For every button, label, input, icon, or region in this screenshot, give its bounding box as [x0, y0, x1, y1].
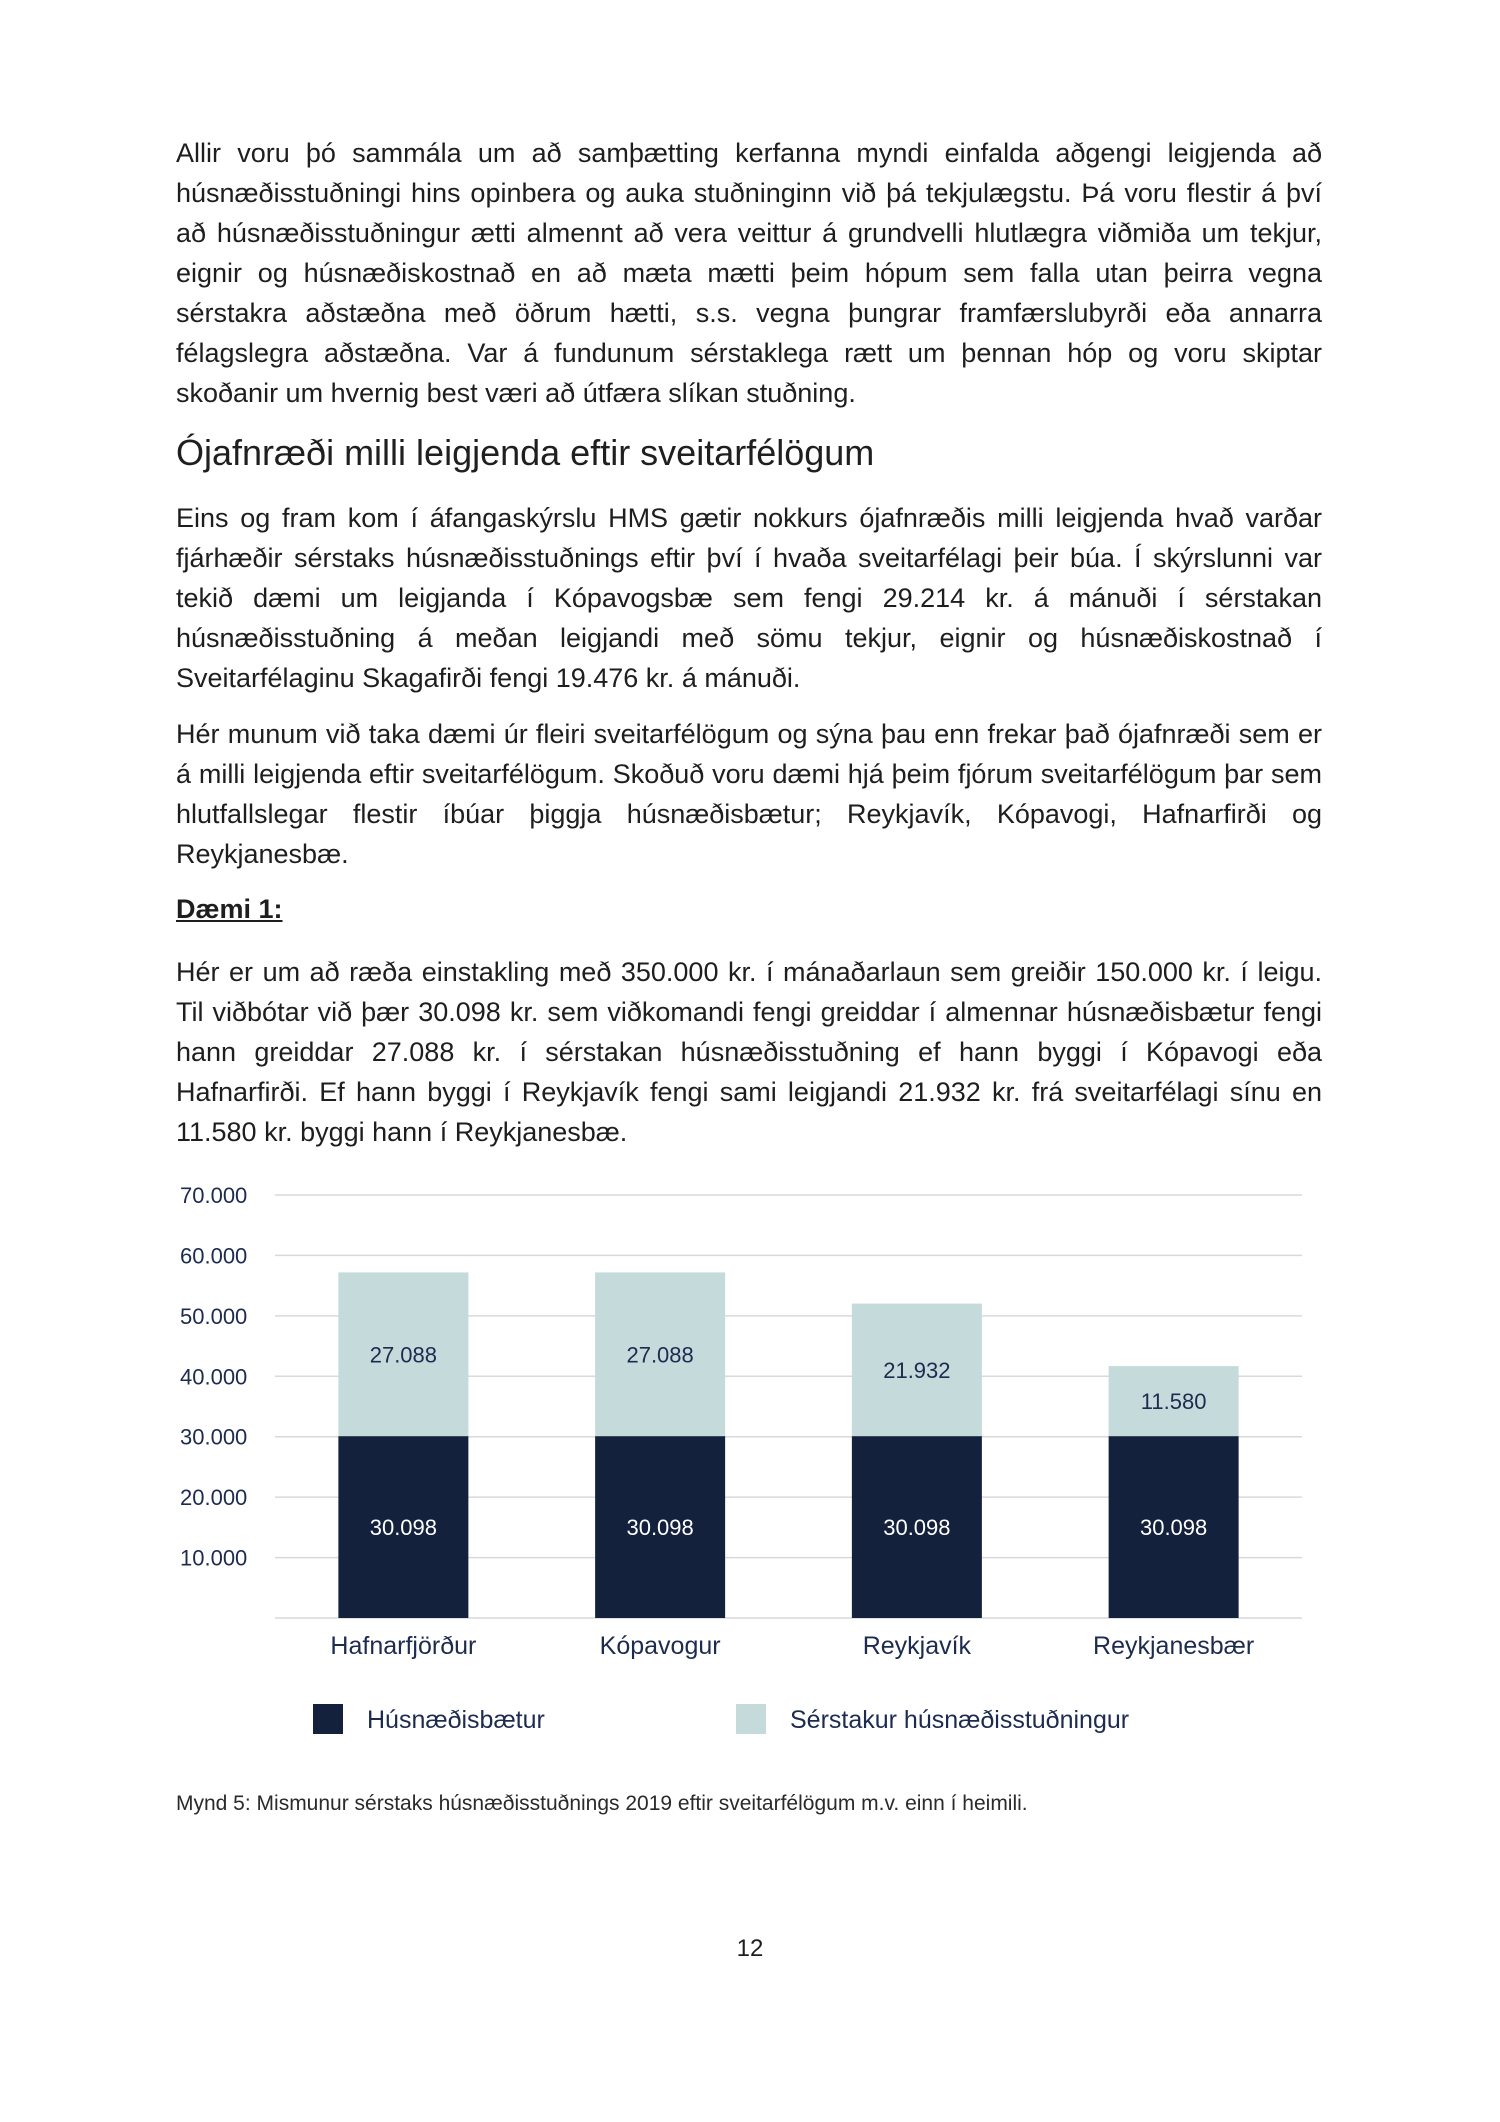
data-label: 27.088	[369, 1342, 438, 1368]
example-heading: Dæmi 1:	[176, 894, 283, 924]
x-tick-label: Hafnarfjörður	[330, 1632, 477, 1660]
data-label: 30.098	[626, 1515, 694, 1541]
data-label: 30.098	[369, 1515, 438, 1541]
y-tick-label: 50.000	[180, 1303, 248, 1329]
stacked-bar-chart	[160, 1165, 1340, 1765]
y-tick-label: 20.000	[180, 1485, 248, 1511]
section-heading: Ójafnræði milli leigjenda eftir sveitarfélögum	[176, 432, 875, 473]
y-tick-label: 60.000	[180, 1243, 248, 1269]
paragraph-2: Eins og fram kom í áfangaskýrslu HMS gætir nokkurs ójafnræðis milli leigjenda hvað varðar fjárhæðir sérstaks húsnæðisstuðnings eftir því í hvaða sveitarfélagi þeir búa. Í skýrslunni var tekið dæmi um leigjanda í Kópavogsbæ sem fengi 29.214 kr. á mánuði í sérstakan húsnæðisstuðning á meðan leigjandi með sömu tekjur, eignir og húsnæðiskostnað í Sveitarfélaginu Skagafirði fengi 19.476 kr. á mánuði.	[176, 503, 1322, 693]
data-label: 27.088	[626, 1342, 694, 1368]
legend-label: Sérstakur húsnæðisstuðningur	[790, 1706, 1130, 1734]
y-tick-label: 40.000	[180, 1364, 248, 1390]
legend-swatch	[736, 1704, 766, 1734]
page-number: 12	[736, 1935, 764, 1962]
paragraph-3: Hér munum við taka dæmi úr fleiri sveitarfélögum og sýna þau enn frekar það ójafnræði sem er á milli leigjenda eftir sveitarfélögum. Skoðuð voru dæmi hjá þeim fjórum sveitarfélögum þar sem hlutfallslegar flestir íbúar þiggja húsnæðisbætur; Reykjavík, Kópavogi, Hafnarfirði og Reykjanesbæ.	[176, 719, 1322, 869]
data-label: 30.098	[883, 1515, 951, 1541]
legend-swatch	[313, 1704, 343, 1734]
data-label: 11.580	[1140, 1389, 1207, 1415]
data-label: 21.932	[883, 1357, 951, 1383]
y-tick-label: 70.000	[180, 1183, 248, 1208]
y-tick-label: 30.000	[180, 1424, 248, 1450]
figure-caption: Mynd 5: Mismunur sérstaks húsnæðisstuðnings 2019 eftir sveitarfélögum m.v. einn í heimili.	[176, 1792, 1028, 1815]
paragraph-4: Hér er um að ræða einstakling með 350.000 kr. í mánaðarlaun sem greiðir 150.000 kr. í leigu. Til viðbótar við þær 30.098 kr. sem viðkomandi fengi greiddar í almennar húsnæðisbætur fengi hann greiddar 27.088 kr. í sérstakan húsnæðisstuðning ef hann byggi í Kópavogi eða Hafnarfirði. Ef hann byggi í Reykjavík fengi sami leigjandi 21.932 kr. frá sveitarfélagi sínu en 11.580 kr. byggi hann í Reykjanesbæ.	[176, 957, 1322, 1147]
data-label: 30.098	[1139, 1515, 1208, 1541]
y-tick-label: 10.000	[180, 1545, 248, 1571]
legend-label: Húsnæðisbætur	[367, 1706, 545, 1734]
paragraph-1: Allir voru þó sammála um að samþætting kerfanna myndi einfalda aðgengi leigjenda að húsnæðisstuðningi hins opinbera og auka stuðninginn við þá tekjulægstu. Þá voru flestir á því að húsnæðisstuðningur ætti almennt að vera veittur á grundvelli hlutlægra viðmiða um tekjur, eignir og húsnæðiskostnað en að mæta mætti þeim hópum sem falla utan þeirra vegna sérstakra aðstæðna með öðrum hætti, s.s. vegna þungrar framfærslubyrði eða annarra félagslegra aðstæðna. Var á fundunum sérstaklega rætt um þennan hóp og voru skiptar skoðanir um hvernig best væri að útfæra slíkan stuðning.	[176, 138, 1322, 408]
x-tick-label: Reykjanesbær	[1093, 1632, 1255, 1660]
x-tick-label: Kópavogur	[599, 1632, 721, 1660]
x-tick-label: Reykjavík	[862, 1632, 972, 1660]
